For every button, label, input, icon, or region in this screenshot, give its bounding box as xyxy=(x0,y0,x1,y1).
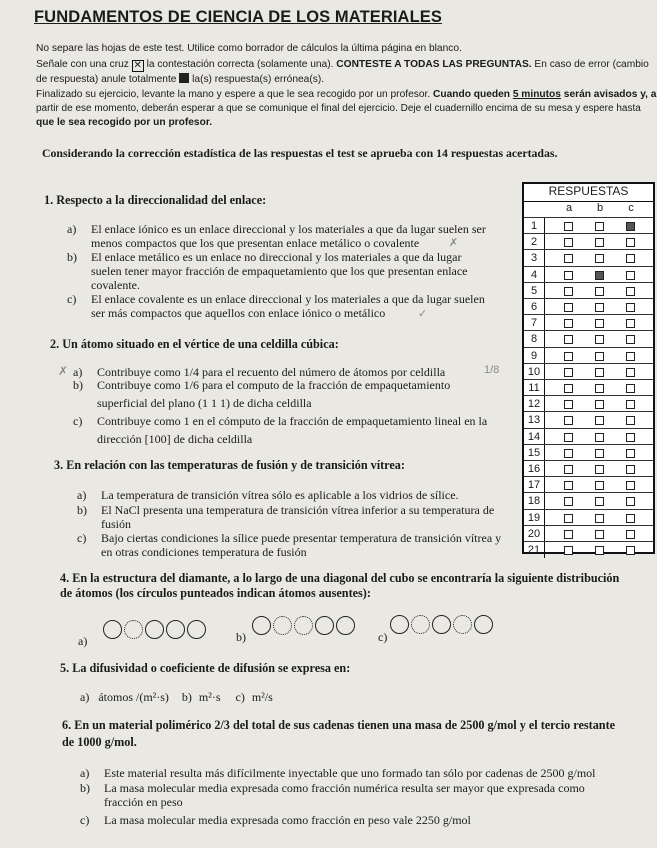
answer-checkbox-a[interactable] xyxy=(564,368,573,377)
option-letter: c) xyxy=(235,690,245,704)
answer-row-number: 17 xyxy=(524,477,545,493)
answer-row xyxy=(524,233,653,250)
answer-checkbox-a[interactable] xyxy=(564,384,573,393)
option-line: Contribuye como 1/4 para el recuento del número de átomos por celdilla xyxy=(97,365,446,379)
answer-row-number: 13 xyxy=(524,412,545,428)
answer-checkbox-a[interactable] xyxy=(564,271,573,280)
option-letter: c) xyxy=(73,414,83,428)
option-letter: b) xyxy=(77,503,87,517)
answer-checkbox-c[interactable] xyxy=(626,449,635,458)
option-letter: b) xyxy=(67,250,77,264)
answer-row xyxy=(524,347,653,364)
answer-row-number: 15 xyxy=(524,445,545,461)
question-1-title: 1. Respecto a la direccionalidad del enlace: xyxy=(44,193,267,207)
answer-checkbox-c[interactable] xyxy=(626,335,635,344)
answer-checkbox-a[interactable] xyxy=(564,465,573,474)
answer-checkbox-b[interactable] xyxy=(595,465,604,474)
answer-checkbox-a[interactable] xyxy=(564,449,573,458)
instruction-text: la(s) respuesta(s) errónea(s). xyxy=(192,74,325,85)
answer-checkbox-a[interactable] xyxy=(564,303,573,312)
atom-circle xyxy=(103,620,122,639)
question-3-title: 3. En relación con las temperaturas de fusión y de transición vítrea: xyxy=(54,458,405,472)
answer-checkbox-b[interactable] xyxy=(595,481,604,490)
instruction-line xyxy=(36,58,649,71)
answer-row-number: 9 xyxy=(524,348,545,364)
answer-checkbox-a[interactable] xyxy=(564,400,573,409)
option-letter: a) xyxy=(80,690,90,704)
answer-checkbox-c[interactable] xyxy=(626,481,635,490)
answer-checkbox-c[interactable] xyxy=(626,416,635,425)
instruction-text: la contestación correcta (solamente una). xyxy=(146,59,334,70)
answer-row xyxy=(524,266,653,283)
option-line: Bajo ciertas condiciones la sílice puede presentar temperatura de transición vítrea y xyxy=(101,531,502,545)
answer-checkbox-b[interactable] xyxy=(595,400,604,409)
option-line: Contribuye como 1 en el cómputo de la fracción de empaquetamiento lineal en la xyxy=(97,414,488,428)
answer-checkbox-c[interactable] xyxy=(626,303,635,312)
instruction-line: que le sea recogido por un profesor. xyxy=(36,117,213,128)
option-line: El enlace iónico es un enlace direccional y los materiales a que da lugar suelen ser xyxy=(91,222,486,236)
answer-row xyxy=(524,509,653,526)
column-header-c: c xyxy=(628,202,634,214)
answer-checkbox-c[interactable] xyxy=(626,433,635,442)
option-line: El enlace metálico es un enlace no direccional y los materiales a que da lugar xyxy=(91,250,462,264)
answer-row xyxy=(524,298,653,315)
answer-checkbox-a[interactable] xyxy=(564,416,573,425)
answer-checkbox-b[interactable] xyxy=(595,335,604,344)
option-letter: c) xyxy=(77,531,87,545)
atom-circle xyxy=(390,615,409,634)
answer-checkbox-a[interactable] xyxy=(564,514,573,523)
question-5-title: 5. La difusividad o coeficiente de difusión se expresa en: xyxy=(60,661,351,675)
pencil-cross-mark-icon: ✗ xyxy=(58,364,69,378)
answer-row xyxy=(524,541,653,558)
answer-checkbox-a[interactable] xyxy=(564,546,573,555)
answer-row-number: 14 xyxy=(524,429,545,445)
atom-circle xyxy=(432,615,451,634)
absent-atom-circle xyxy=(124,620,143,639)
answer-checkbox-c[interactable] xyxy=(626,352,635,361)
answer-row-number: 2 xyxy=(524,234,545,250)
answer-checkbox-a[interactable] xyxy=(564,481,573,490)
option-line: covalente. xyxy=(91,278,140,292)
option-line: ser más compactos que aquellos con enlace iónico o metálico xyxy=(91,306,386,320)
option-letter: a) xyxy=(77,488,87,502)
question-5-options xyxy=(80,690,273,704)
answer-checkbox-c[interactable] xyxy=(626,287,635,296)
option-line: Contribuye como 1/6 para el computo de la fracción de empaquetamiento xyxy=(97,378,451,392)
answer-row xyxy=(524,314,653,331)
answer-row-number: 4 xyxy=(524,267,545,283)
answer-row-number: 18 xyxy=(524,493,545,509)
answer-checkbox-c[interactable] xyxy=(626,222,635,231)
option-text: átomos /(m²·s) xyxy=(98,690,169,704)
answer-checkbox-b[interactable] xyxy=(595,416,604,425)
answer-row-number: 5 xyxy=(524,283,545,299)
question-4-title: 4. En la estructura del diamante, a lo largo de una diagonal del cubo se encontraría la siguiente distribución xyxy=(60,571,620,585)
atom-chain-c xyxy=(390,615,500,635)
answer-row-number: 6 xyxy=(524,299,545,315)
option-line: fracción en peso xyxy=(104,795,183,809)
column-header-b: b xyxy=(596,202,604,214)
option-line: superficial del plano (1 1 1) de dicha celdilla xyxy=(97,396,312,410)
instruction-text: Finalizado su ejercicio, levante la mano y espere a que le sea recogido por un profesor. xyxy=(36,89,431,100)
absent-atom-circle xyxy=(411,615,430,634)
answer-checkbox-c[interactable] xyxy=(626,254,635,263)
answer-checkbox-c[interactable] xyxy=(626,400,635,409)
answer-checkbox-b[interactable] xyxy=(595,368,604,377)
atom-chain-a xyxy=(103,620,218,640)
answer-row xyxy=(524,460,653,477)
answer-checkbox-c[interactable] xyxy=(626,514,635,523)
answer-checkbox-b[interactable] xyxy=(595,449,604,458)
answer-row xyxy=(524,476,653,493)
answer-checkbox-b[interactable] xyxy=(595,433,604,442)
answer-checkbox-b[interactable] xyxy=(595,514,604,523)
atom-circle xyxy=(187,620,206,639)
answer-sheet-header: RESPUESTAS xyxy=(524,184,653,202)
option-line: menos compactos que los que presentan enlace metálico o covalente xyxy=(91,236,420,250)
option-letter: b) xyxy=(73,378,83,392)
question-4-option-a-label: a) xyxy=(78,634,88,648)
instruction-bold: Cuando queden xyxy=(433,89,510,100)
answer-checkbox-c[interactable] xyxy=(626,384,635,393)
option-letter: b) xyxy=(80,781,90,795)
question-4-option-b-label: b) xyxy=(236,630,246,644)
answer-checkbox-c[interactable] xyxy=(626,368,635,377)
question-6-title-cont: de 1000 g/mol. xyxy=(62,735,137,749)
answer-checkbox-b[interactable] xyxy=(595,352,604,361)
answer-checkbox-a[interactable] xyxy=(564,287,573,296)
answer-row-number: 19 xyxy=(524,510,545,526)
answer-row xyxy=(524,330,653,347)
option-line: La masa molecular media expresada como fracción en peso vale 2250 g/mol xyxy=(104,813,471,827)
option-letter: b) xyxy=(181,690,192,704)
handwritten-note: 1/8 xyxy=(484,364,500,376)
absent-atom-circle xyxy=(453,615,472,634)
option-letter: c) xyxy=(67,292,77,306)
answer-row-number: 16 xyxy=(524,461,545,477)
answer-row-number: 7 xyxy=(524,315,545,331)
cross-box-icon: ✕ xyxy=(133,60,142,71)
answer-row xyxy=(524,444,653,461)
answer-checkbox-b[interactable] xyxy=(595,287,604,296)
option-line: El enlace covalente es un enlace direccional y los materiales a que da lugar suelen xyxy=(91,292,485,306)
answer-checkbox-b[interactable] xyxy=(595,384,604,393)
question-4-option-c-label: c) xyxy=(378,630,388,644)
instruction-bold: 5 minutos xyxy=(512,89,561,100)
answer-checkbox-a[interactable] xyxy=(564,319,573,328)
answer-row-number: 21 xyxy=(524,542,545,558)
atom-circle xyxy=(252,616,271,635)
absent-atom-circle xyxy=(273,616,292,635)
answer-row-number: 8 xyxy=(524,331,545,347)
instruction-line: partir de ese momento, deberán esperar a que se comunique el final del ejercicio. Deje el cuadernillo encima de su mesa y espere hasta xyxy=(36,103,641,114)
instruction-text: Señale con una cruz xyxy=(36,59,129,70)
answer-row-number: 3 xyxy=(524,250,545,266)
answer-row-number: 11 xyxy=(524,380,545,396)
option-letter: a) xyxy=(67,222,77,236)
option-text: m²·s xyxy=(198,690,221,704)
question-2-title: 2. Un átomo situado en el vértice de una celdilla cúbica: xyxy=(50,337,339,351)
answer-row xyxy=(524,411,653,428)
column-header-a: a xyxy=(565,202,573,214)
answer-checkbox-a[interactable] xyxy=(564,497,573,506)
atom-chain-b xyxy=(252,616,362,636)
option-line: suelen tener mayor fracción de empaquetamiento que los que presentan enlace xyxy=(91,264,468,278)
instruction-line xyxy=(36,88,656,101)
option-line: La temperatura de transición vítrea sólo es aplicable a los vidrios de sílice. xyxy=(101,488,459,502)
instruction-line: No separe las hojas de este test. Utilice como borrador de cálculos la última página en blanco. xyxy=(36,43,462,54)
answer-checkbox-a[interactable] xyxy=(564,238,573,247)
answer-row-number: 1 xyxy=(524,218,545,234)
instruction-bold: CONTESTE A TODAS LAS PREGUNTAS. xyxy=(336,59,532,70)
option-letter: c) xyxy=(80,813,90,827)
answer-row xyxy=(524,217,653,234)
answer-row-number: 10 xyxy=(524,364,545,380)
instruction-text: En caso de error (cambio xyxy=(534,59,649,70)
answer-checkbox-c[interactable] xyxy=(626,530,635,539)
pencil-check-mark-icon: ✓ xyxy=(418,308,428,320)
instruction-bold: serán avisados y, a xyxy=(563,89,657,100)
atom-circle xyxy=(145,620,164,639)
answer-row-number: 12 xyxy=(524,396,545,412)
answer-checkbox-b[interactable] xyxy=(595,546,604,555)
question-4-title-cont: de átomos (los círculos punteados indican átomos ausentes): xyxy=(60,586,371,600)
answer-row xyxy=(524,282,653,299)
option-text: m²/s xyxy=(251,690,273,704)
answer-checkbox-a[interactable] xyxy=(564,335,573,344)
answer-sheet-table xyxy=(522,182,655,554)
answer-checkbox-c[interactable] xyxy=(626,319,635,328)
atom-circle xyxy=(474,615,493,634)
answer-checkbox-a[interactable] xyxy=(564,433,573,442)
answer-checkbox-c[interactable] xyxy=(626,497,635,506)
answer-checkbox-b[interactable] xyxy=(595,497,604,506)
answer-checkbox-b[interactable] xyxy=(595,530,604,539)
answer-checkbox-a[interactable] xyxy=(564,222,573,231)
passing-note: Considerando la corrección estadística de las respuestas el test se aprueba con 14 respuestas acertadas. xyxy=(42,146,558,160)
answer-checkbox-c[interactable] xyxy=(626,238,635,247)
question-6-title: 6. En un material polimérico 2/3 del total de sus cadenas tienen una masa de 2500 g/mol y el tercio restante xyxy=(62,718,616,732)
option-letter: a) xyxy=(73,365,83,379)
answer-row xyxy=(524,379,653,396)
answer-checkbox-b[interactable] xyxy=(595,238,604,247)
answer-row xyxy=(524,428,653,445)
pencil-cross-mark-icon: ✗ xyxy=(449,237,459,249)
atom-circle xyxy=(315,616,334,635)
answer-row xyxy=(524,363,653,380)
answer-row xyxy=(524,525,653,542)
filled-box-icon xyxy=(179,73,189,83)
option-line: en otras condiciones temperatura de fusión xyxy=(101,545,307,559)
option-letter: a) xyxy=(80,766,90,780)
answer-row xyxy=(524,492,653,509)
option-line: fusión xyxy=(101,517,131,531)
answer-row-number: 20 xyxy=(524,526,545,542)
answer-checkbox-c[interactable] xyxy=(626,465,635,474)
answer-checkbox-a[interactable] xyxy=(564,530,573,539)
answer-checkbox-a[interactable] xyxy=(564,352,573,361)
atom-circle xyxy=(166,620,185,639)
page-title: FUNDAMENTOS DE CIENCIA DE LOS MATERIALES xyxy=(34,8,442,26)
answer-checkbox-b[interactable] xyxy=(595,303,604,312)
option-line: El NaCl presenta una temperatura de transición vítrea inferior a su temperatura de xyxy=(101,503,495,517)
option-line: dirección [100] de dicha celdilla xyxy=(97,432,253,446)
answer-checkbox-a[interactable] xyxy=(564,254,573,263)
answer-checkbox-b[interactable] xyxy=(595,319,604,328)
answer-checkbox-c[interactable] xyxy=(626,546,635,555)
option-line: Este material resulta más difícilmente inyectable que uno formado tan sólo por cadenas de 2500 g/mol xyxy=(104,766,596,780)
answer-checkbox-c[interactable] xyxy=(626,271,635,280)
answer-checkbox-b[interactable] xyxy=(595,271,604,280)
answer-row xyxy=(524,395,653,412)
answer-checkbox-b[interactable] xyxy=(595,222,604,231)
atom-circle xyxy=(336,616,355,635)
answer-checkbox-b[interactable] xyxy=(595,254,604,263)
instruction-text: de respuesta) anule totalmente xyxy=(36,74,177,85)
instruction-line xyxy=(36,72,324,86)
option-line: La masa molecular media expresada como fracción numérica resulta ser mayor que expresada como xyxy=(104,781,585,795)
absent-atom-circle xyxy=(294,616,313,635)
answer-row xyxy=(524,249,653,266)
